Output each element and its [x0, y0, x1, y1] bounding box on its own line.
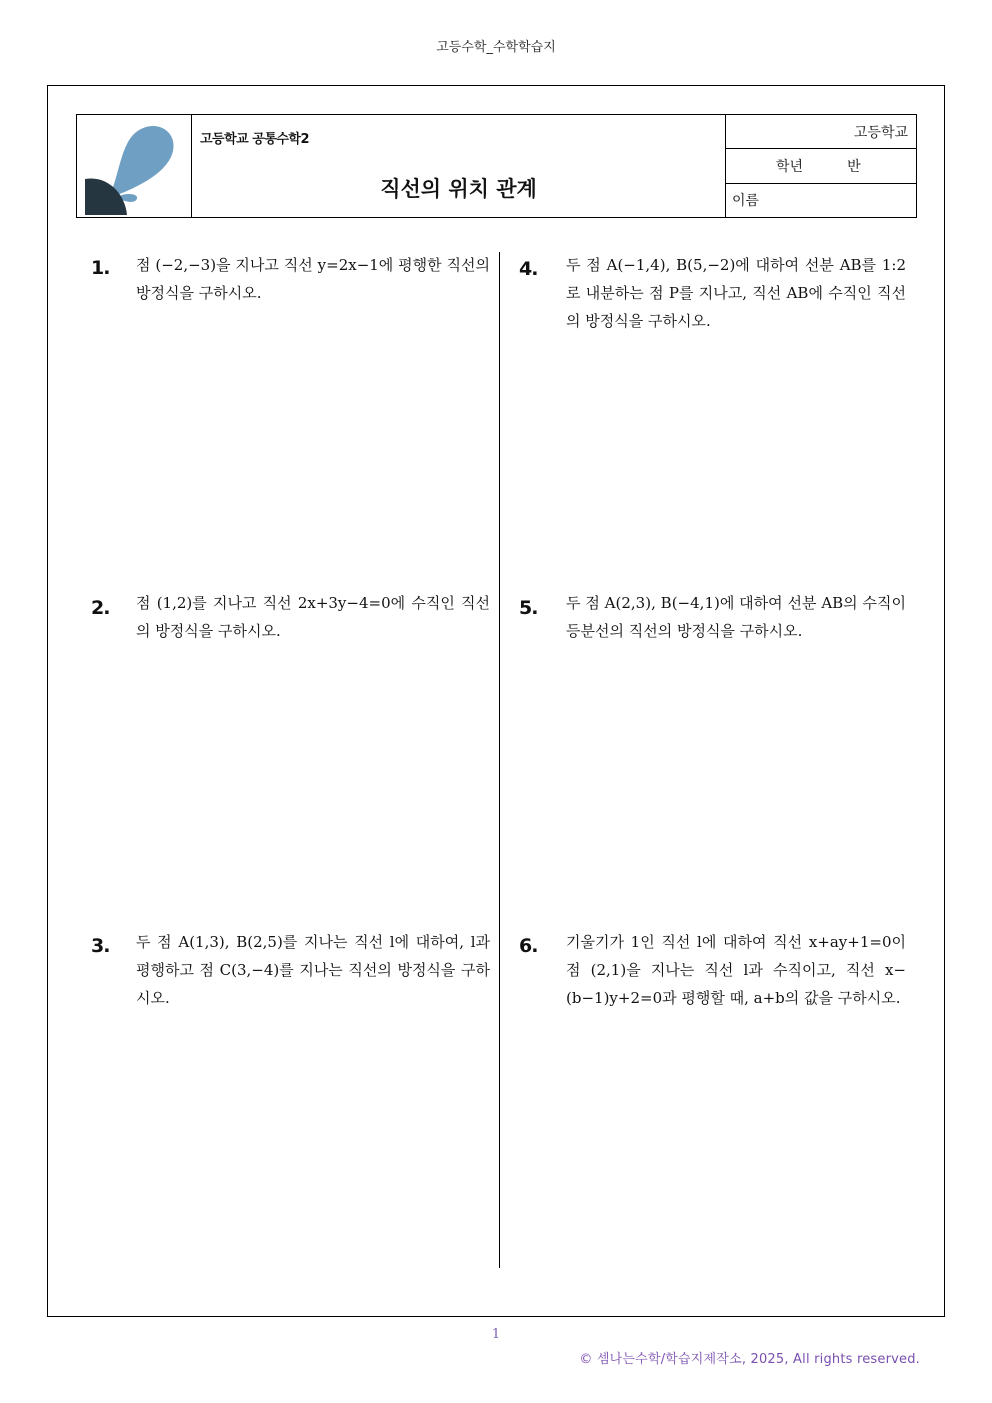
running-head: 고등수학_수학학습지 [436, 40, 556, 55]
copyright-notice: © 셈나는수학/학습지제작소, 2025, All rights reserved. [579, 1352, 920, 1367]
logo-cell [77, 115, 192, 217]
class-label: 반 [847, 158, 861, 175]
problem-number: 5. [519, 597, 538, 619]
subject-label: 고등학교 공통수학2 [200, 132, 310, 147]
problem-number: 4. [519, 258, 538, 280]
grade-label: 학년 [776, 158, 804, 175]
problem-text: 점 (1,2)를 지나고 직선 2x+3y−4=0에 수직인 직선의 방정식을 구하시오. [136, 594, 490, 640]
header-table [76, 114, 917, 218]
problem-text: 기울기가 1인 직선 l에 대하여 직선 x+ay+1=0이 점 (2,1)을 지나는 직선 l과 수직이고, 직선 x−(b−1)y+2=0과 평행할 때, a+b의 값을 구하시오. [566, 933, 906, 1007]
title-cell [192, 115, 726, 217]
problem-text: 두 점 A(1,3), B(2,5)를 지나는 직선 l에 대하여, l과 평행하고 점 C(3,−4)를 지나는 직선의 방정식을 구하시오. [136, 933, 490, 1007]
name-label: 이름 [732, 193, 760, 210]
student-info [726, 115, 916, 217]
logo-icon [77, 115, 191, 217]
problem-number: 1. [91, 257, 110, 279]
problem-number: 3. [91, 935, 110, 957]
school-field[interactable] [726, 115, 916, 149]
name-field[interactable] [726, 184, 916, 217]
school-label: 고등학교 [853, 124, 908, 141]
problem-text: 점 (−2,−3)을 지나고 직선 y=2x−1에 평행한 직선의 방정식을 구하시오. [136, 256, 490, 302]
problem-number: 6. [519, 935, 538, 957]
page-number: 1 [491, 1327, 501, 1342]
problem-number: 2. [91, 597, 110, 619]
page-title: 직선의 위치 관계 [380, 177, 537, 201]
column-divider [499, 252, 500, 1268]
problem-text: 두 점 A(2,3), B(−4,1)에 대하여 선분 AB의 수직이등분선의 직선의 방정식을 구하시오. [566, 594, 906, 640]
grade-class-field[interactable] [726, 149, 916, 183]
problem-text: 두 점 A(−1,4), B(5,−2)에 대하여 선분 AB를 1:2로 내분하는 점 P를 지나고, 직선 AB에 수직인 직선의 방정식을 구하시오. [566, 256, 906, 330]
